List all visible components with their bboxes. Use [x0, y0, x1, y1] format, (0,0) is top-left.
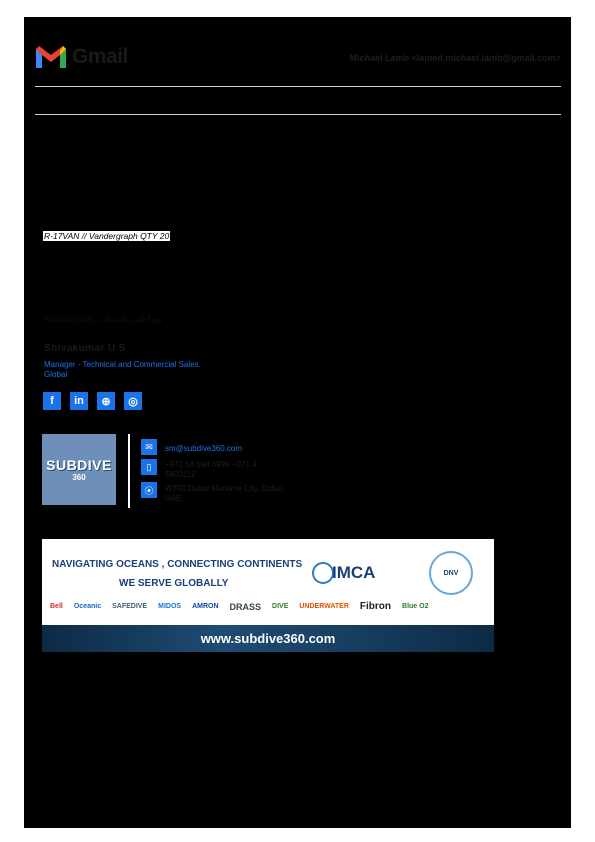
contact-email[interactable]: sm@subdive360.com — [165, 444, 243, 453]
partner-logo: DIVE — [272, 603, 289, 610]
social-links — [43, 392, 142, 410]
closing-regards — [44, 314, 162, 325]
signature-title — [44, 360, 201, 380]
logo-wordmark: SUBDIVE — [46, 457, 112, 473]
imca-logo: IMCA — [332, 563, 376, 582]
company-banner[interactable] — [42, 539, 494, 652]
signature-name: Shivakumar U S — [44, 343, 126, 354]
item-quantity-line: R-17VAN // Vandergraph QTY 20 — [44, 231, 170, 241]
regards-english: Kind Regards, — [44, 314, 96, 324]
document-page — [24, 17, 571, 828]
divider — [35, 86, 561, 87]
partner-logo: Bell — [50, 603, 63, 610]
facebook-icon[interactable]: f — [43, 392, 61, 410]
website-link[interactable]: www.subdive360.com — [200, 631, 336, 646]
phone-line: +971 58 594 6999 +971 4 — [165, 460, 257, 469]
linkedin-icon[interactable]: in — [70, 392, 88, 410]
partner-logo: SAFEDIVE — [112, 603, 148, 610]
instagram-icon[interactable]: ◎ — [124, 392, 142, 410]
banner-subheadline: WE SERVE GLOBALLY — [119, 578, 229, 589]
banner-headline: NAVIGATING OCEANS , CONNECTING CONTINENTS — [52, 559, 303, 570]
partner-logo: Oceanic — [73, 603, 102, 610]
banner-url-strip — [42, 625, 494, 652]
sender-address: Michael Lamb <lamed.michael.lamb@gmail.com> — [349, 53, 561, 63]
imca-mark-icon — [312, 562, 334, 584]
phone-icon: ▯ — [141, 459, 157, 475]
phone-line: 5800112 — [165, 470, 196, 479]
partner-logo: UNDERWATER — [299, 603, 349, 610]
address-line: UAE — [165, 494, 182, 503]
partner-logo: MIDOS — [158, 603, 182, 610]
partner-logo: Blue O2 — [402, 603, 429, 610]
signature-region: Global — [44, 370, 68, 379]
email-icon: ✉ — [141, 439, 157, 455]
gmail-wordmark: Gmail — [72, 45, 128, 68]
signature-title-line: Manager - Technical and Commercial Sales. — [44, 360, 201, 369]
dnv-certification-badge: DNV — [429, 551, 473, 595]
regards-arabic: مع أطيب التحيات — [99, 314, 163, 324]
contact-address — [165, 484, 285, 504]
divider — [35, 114, 561, 115]
partner-logo: Fibron — [359, 601, 392, 612]
partner-logo: AMRON — [192, 603, 219, 610]
logo-number: 360 — [72, 473, 86, 482]
gmail-logo-icon — [34, 44, 68, 70]
signature-divider — [128, 434, 130, 508]
location-icon: ⦿ — [141, 482, 157, 498]
partner-logos — [50, 601, 428, 612]
partner-logo: DRASS — [229, 601, 262, 612]
globe-icon[interactable]: ⊕ — [97, 392, 115, 410]
contact-phone — [165, 460, 257, 480]
address-line: W350 Dubai Maritime City, Dubai, — [165, 484, 285, 493]
subdive-logo — [42, 434, 116, 505]
